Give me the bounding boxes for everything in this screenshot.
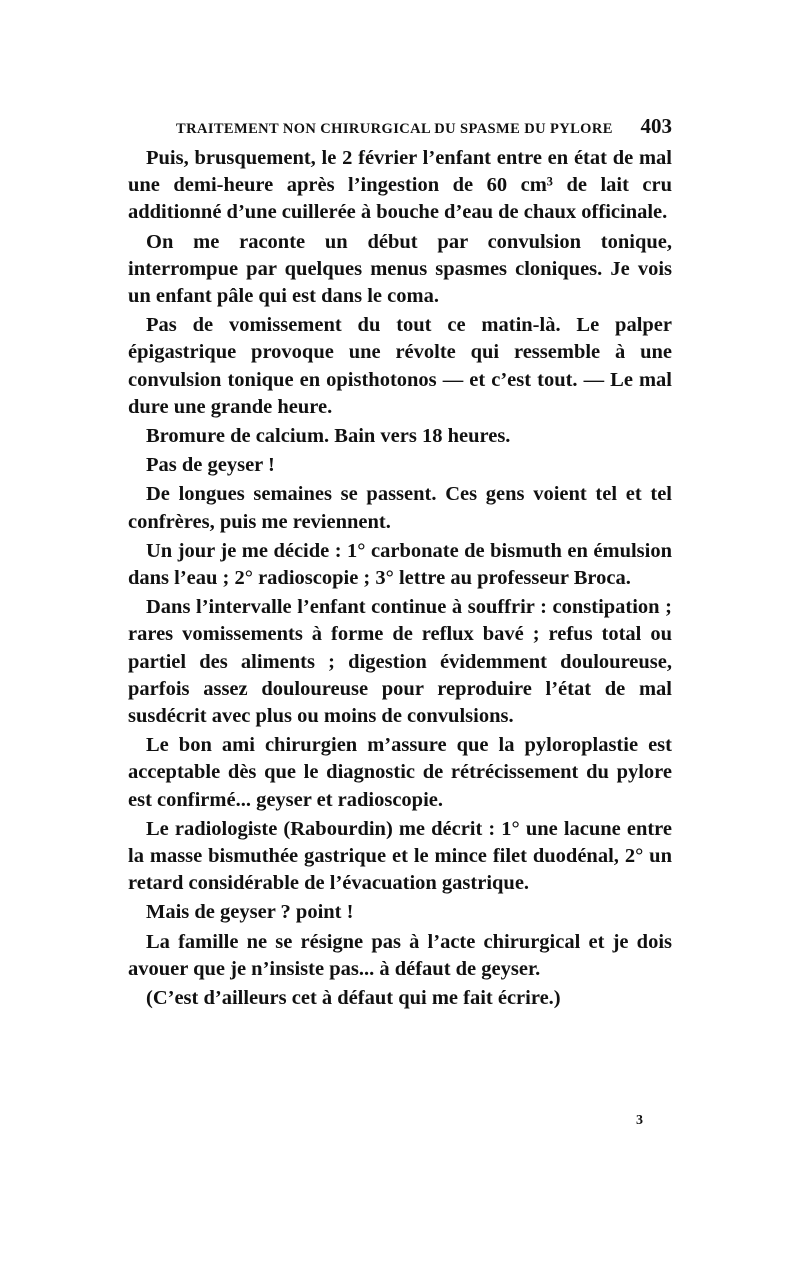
- paragraph: Mais de geyser ? point !: [146, 901, 354, 924]
- paragraph: Un jour je me décide : 1° carbonate de bismuth en émulsion dans l’eau ; 2° radioscopie ; 3° lettre au professeur Broca.: [128, 539, 672, 590]
- body-text: [128, 145, 672, 1014]
- signature-mark: 3: [636, 1113, 643, 1128]
- paragraph: De longues semaines se passent. Ces gens voient tel et tel confrères, puis me reviennent.: [128, 483, 672, 533]
- page-header: [176, 114, 672, 139]
- paragraph: (C’est d’ailleurs cet à défaut qui me fait écrire.): [146, 987, 561, 1010]
- paragraph: La famille ne se résigne pas à l’acte chirurgical et je dois avouer que je n’insiste pas... à défaut de geyser.: [128, 930, 672, 980]
- paragraph: Pas de vomissement du tout ce matin-là. Le palper épigastrique provoque une révolte qui ressemble à une convulsion tonique en opisthotonos — et c’est tout. — Le mal dure une grande heure.: [128, 314, 672, 418]
- paragraph: Puis, brusquement, le 2 février l’enfant entre en état de mal une demi-heure après l’ingestion de 60 cm³ de lait cru additionné d’une cuillerée à bouche d’eau de chaux officinale.: [128, 147, 672, 224]
- paragraph: Bromure de calcium. Bain vers 18 heures.: [146, 425, 511, 448]
- paragraph: On me raconte un début par convulsion tonique, interrompue par quelques menus spasmes cloniques. Je vois un enfant pâle qui est dans le coma.: [128, 230, 672, 308]
- page-number: 403: [640, 114, 672, 138]
- running-title: TRAITEMENT NON CHIRURGICAL DU SPASME DU PYLORE: [176, 121, 613, 137]
- paragraph: Dans l’intervalle l’enfant continue à souffrir : constipation ; rares vomissements à forme de reflux bavé ; refus total ou partiel des aliments ; digestion évidemment douloureuse, parfois assez douloureuse pour reproduire l’état de mal susdécrit avec plus ou moins de convulsions.: [128, 596, 672, 728]
- paragraph: Le radiologiste (Rabourdin) me décrit : 1° une lacune entre la masse bismuthée gastrique et le mince filet duodénal, 2° un retard considérable de l’évacuation gastrique.: [128, 817, 672, 895]
- paragraph: Pas de geyser !: [146, 454, 275, 477]
- paragraph: Le bon ami chirurgien m’assure que la pyloroplastie est acceptable dès que le diagnostic de rétrécissement du pylore est confirmé... geyser et radioscopie.: [128, 734, 672, 811]
